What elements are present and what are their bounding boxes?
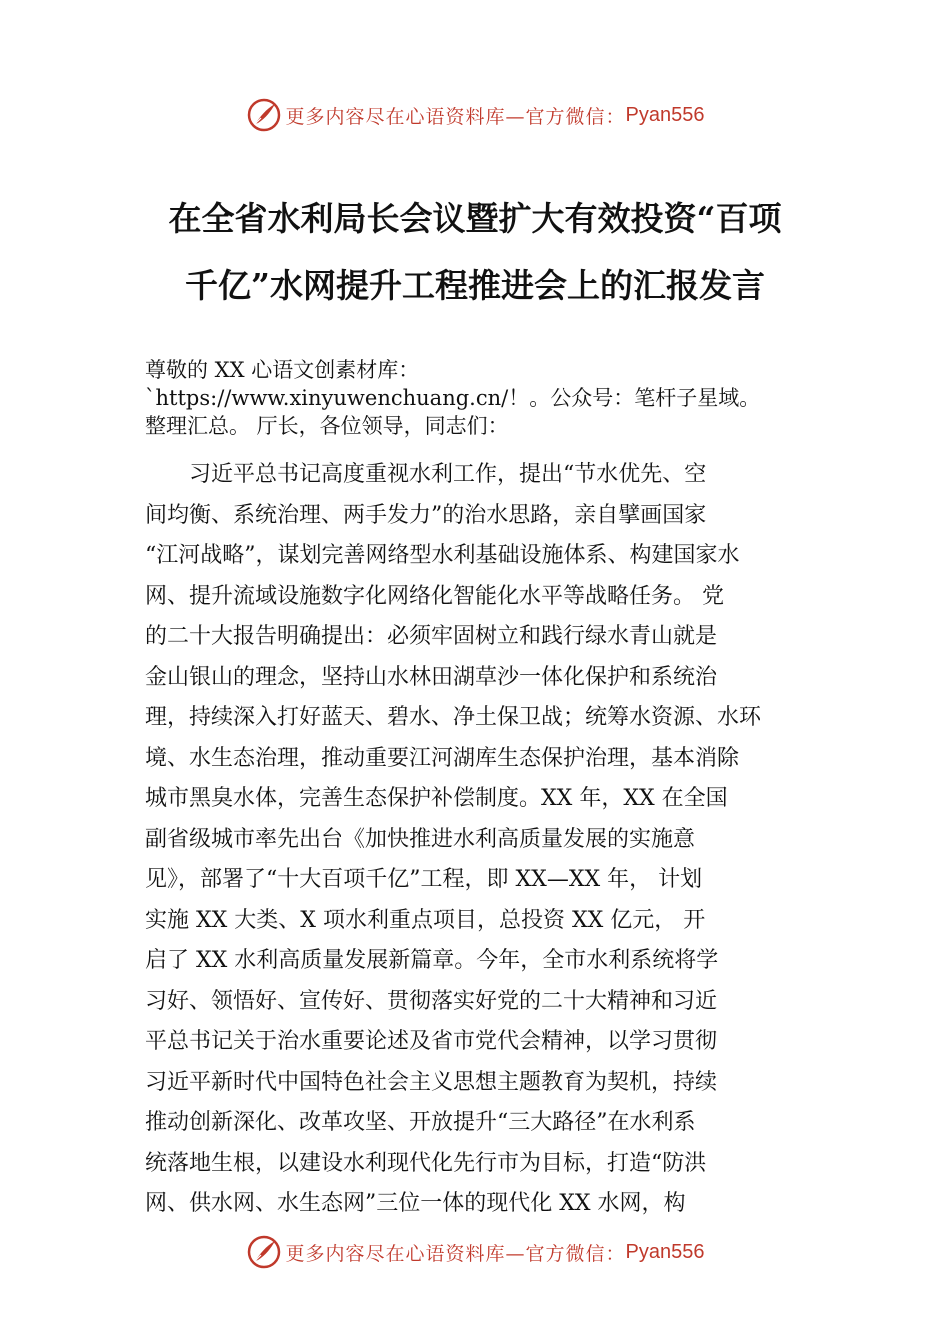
salutation — [145, 356, 845, 440]
body-line: 习好、领悟好、宣传好、贯彻落实好党的二十大精神和习近 — [145, 988, 718, 1014]
body-line: 平总书记关于治水重要论述及省市党代会精神，以学习贯彻 — [145, 1029, 718, 1054]
body-line: 间均衡、系统治理、两手发力”的治水思路，亲自擘画国家 — [145, 502, 707, 528]
body-line: 启了 XX 水利高质量发展新篇章。今年，全市水利系统将学 — [145, 948, 719, 973]
body-line: “江河战略”，谋划完善网络型水利基础设施体系、构建国家水 — [145, 543, 740, 568]
body-line: 金山银山的理念，坚持山水林田湖草沙一体化保护和系统治 — [145, 664, 718, 690]
quill-pen-circle-icon — [246, 97, 282, 133]
body-line: 见》，部署了“十大百项千亿”工程，即 XX—XX 年， 计划 — [145, 867, 703, 892]
body-line: 实施 XX 大类、X 项水利重点项目，总投资 XX 亿元， 开 — [145, 907, 706, 933]
body-line: 网、供水网、水生态网”三位一体的现代化 XX 水网，构 — [145, 1191, 686, 1216]
body-line: 副省级城市率先出台《加快推进水利高质量发展的实施意 — [145, 826, 696, 852]
title-line: 在全省水利局长会议暨扩大有效投资“百项 — [168, 199, 782, 238]
header-watermark-banner — [0, 95, 950, 135]
salutation-line: 整理汇总。 厅长，各位领导，同志们： — [145, 414, 509, 438]
banner-wechat-id: Pyan556 — [625, 1240, 705, 1263]
body-line: 网、提升流域设施数字化网络化智能化水平等战略任务。 党 — [145, 583, 724, 609]
body-line: 统落地生根，以建设水利现代化先行市为目标，打造“防洪 — [145, 1150, 707, 1176]
banner-wechat-id: Pyan556 — [625, 103, 705, 126]
body-paragraph — [145, 455, 815, 1225]
body-line: 境、水生态治理，推动重要江河湖库生态保护治理，基本消除 — [145, 745, 740, 771]
footer-watermark-banner — [0, 1232, 950, 1272]
title-line: 千亿”水网提升工程推进会上的汇报发言 — [185, 266, 765, 305]
body-line: 的二十大报告明确提出：必须牢固树立和践行绿水青山就是 — [145, 624, 718, 649]
quill-pen-circle-icon — [246, 1234, 282, 1270]
body-line: 习近平总书记高度重视水利工作，提出“节水优先、空 — [189, 462, 707, 487]
body-line: 推动创新深化、改革攻坚、开放提升“三大路径”在水利系 — [145, 1110, 696, 1135]
salutation-line: 尊敬的 XX 心语文创素材库： — [145, 358, 420, 382]
banner-text: 更多内容尽在心语资料库—官方微信： — [285, 1242, 626, 1265]
salutation-line: `https://www.xinyuwenchuang.cn/！。公众号：笔杆子星域。 — [145, 386, 761, 410]
document-title — [0, 185, 950, 319]
body-line: 理，持续深入打好蓝天、碧水、净土保卫战；统筹水资源、水环 — [145, 705, 762, 730]
body-line: 习近平新时代中国特色社会主义思想主题教育为契机，持续 — [145, 1069, 718, 1095]
body-line: 城市黑臭水体，完善生态保护补偿制度。XX 年，XX 在全国 — [145, 786, 728, 811]
banner-text: 更多内容尽在心语资料库—官方微信： — [285, 105, 626, 128]
